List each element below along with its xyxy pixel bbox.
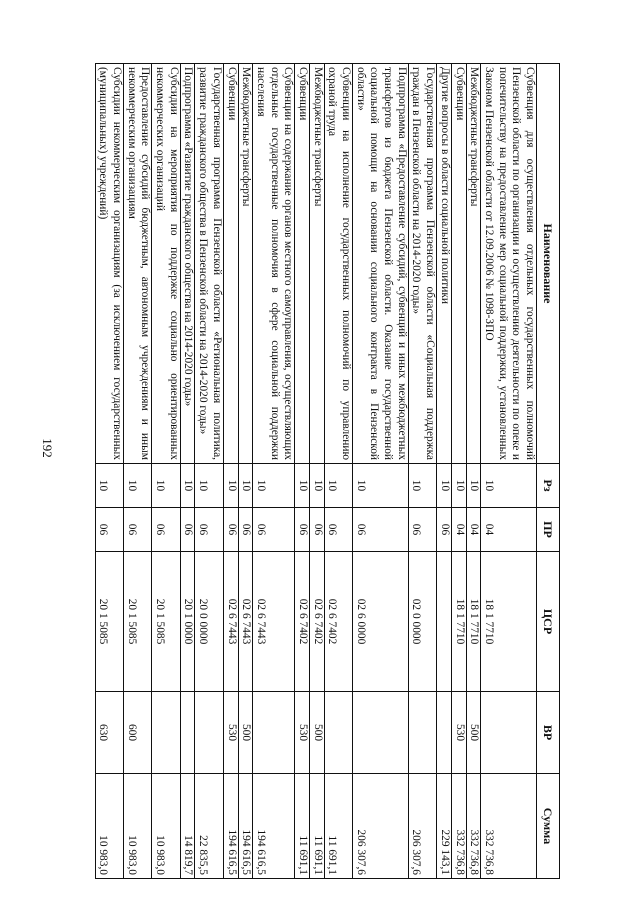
- cell-csr: 02 6 7443: [223, 552, 238, 692]
- cell-csr: 20 1 5085: [95, 552, 123, 692]
- cell-pr: 06: [223, 508, 238, 552]
- cell-pr: 06: [180, 508, 195, 552]
- table-row: [124, 64, 152, 879]
- cell-sum: 10 983,0: [152, 774, 180, 879]
- cell-vr: [253, 692, 295, 774]
- cell-sum: 206 307,6: [408, 774, 436, 879]
- cell-name: Субвенции на исполнение государственных полномочий по управлению охраной труда: [324, 64, 352, 464]
- cell-vr: 530: [223, 692, 238, 774]
- table-row: [481, 64, 537, 879]
- cell-rz: 10: [408, 464, 436, 508]
- header-sum: Сумма: [537, 774, 560, 879]
- cell-vr: [353, 692, 409, 774]
- cell-csr: 02 6 7402: [310, 552, 325, 692]
- header-rz: Рз: [537, 464, 560, 508]
- cell-name: Субвенция для осуществления отдельных государственных полномочий Пензенской области по организации и осуществлению деятельности по опеке и попечительству на предоставление мер социальной поддержки, установленных Законом Пензенской области от 12.09.2006 № 1098-ЗПО: [481, 64, 537, 464]
- cell-pr: 04: [466, 508, 481, 552]
- table-row: [223, 64, 238, 879]
- cell-name: Подпрограмма «Предоставление субсидий, субвенций и иных межбюджетных трансфертов из бюджета Пензенской области. Оказание государственной социальной помощи на основании социального контракта в Пензенской области»: [353, 64, 409, 464]
- table-body: [95, 64, 536, 879]
- cell-pr: 06: [95, 508, 123, 552]
- cell-pr: 06: [238, 508, 253, 552]
- cell-pr: 06: [295, 508, 310, 552]
- cell-rz: 10: [295, 464, 310, 508]
- table-row: [195, 64, 223, 879]
- cell-vr: [437, 692, 452, 774]
- cell-vr: 500: [238, 692, 253, 774]
- cell-vr: [152, 692, 180, 774]
- table-header-row: [537, 64, 560, 879]
- table-row: [180, 64, 195, 879]
- cell-sum: 194 616,5: [253, 774, 295, 879]
- cell-vr: [408, 692, 436, 774]
- cell-sum: 194 616,5: [238, 774, 253, 879]
- table-row: [152, 64, 180, 879]
- cell-csr: 18 1 7710: [466, 552, 481, 692]
- cell-sum: 10 983,0: [95, 774, 123, 879]
- cell-name: Подпрограмма «Развитие гражданского общества на 2014-2020 годы»: [180, 64, 195, 464]
- cell-sum: 229 143,1: [437, 774, 452, 879]
- cell-vr: 530: [295, 692, 310, 774]
- cell-vr: [481, 692, 537, 774]
- cell-csr: 02 6 7443: [238, 552, 253, 692]
- cell-sum: 14 819,7: [180, 774, 195, 879]
- cell-sum: 332 736,8: [466, 774, 481, 879]
- cell-name: Субвенции: [223, 64, 238, 464]
- cell-pr: 06: [353, 508, 409, 552]
- cell-pr: 04: [481, 508, 537, 552]
- cell-csr: 20 0 0000: [195, 552, 223, 692]
- table-row: [353, 64, 409, 879]
- cell-name: Другие вопросы в области социальной политики: [437, 64, 452, 464]
- table-row: [238, 64, 253, 879]
- cell-rz: 10: [195, 464, 223, 508]
- cell-rz: 10: [95, 464, 123, 508]
- cell-pr: 06: [195, 508, 223, 552]
- table-row: [408, 64, 436, 879]
- budget-table: [95, 63, 560, 879]
- cell-vr: [180, 692, 195, 774]
- cell-rz: 10: [481, 464, 537, 508]
- cell-name: Субвенции: [451, 64, 466, 464]
- cell-sum: 194 616,5: [223, 774, 238, 879]
- cell-pr: 06: [152, 508, 180, 552]
- cell-csr: 20 1 5085: [124, 552, 152, 692]
- cell-rz: 10: [152, 464, 180, 508]
- cell-csr: 02 6 7443: [253, 552, 295, 692]
- cell-vr: 500: [466, 692, 481, 774]
- cell-sum: 332 736,8: [451, 774, 466, 879]
- cell-rz: 10: [451, 464, 466, 508]
- table-row: [451, 64, 466, 879]
- cell-vr: 530: [451, 692, 466, 774]
- cell-rz: 10: [310, 464, 325, 508]
- cell-rz: 10: [124, 464, 152, 508]
- cell-name: Предоставление субсидий бюджетным, автономным учреждениям и иным некоммерческим организациям: [124, 64, 152, 464]
- cell-sum: 11 691,1: [324, 774, 352, 879]
- cell-rz: 10: [223, 464, 238, 508]
- cell-csr: [437, 552, 452, 692]
- cell-rz: 10: [466, 464, 481, 508]
- table-row: [466, 64, 481, 879]
- cell-rz: 10: [437, 464, 452, 508]
- header-vr: ВР: [537, 692, 560, 774]
- cell-pr: 04: [451, 508, 466, 552]
- cell-sum: 206 307,6: [353, 774, 409, 879]
- cell-csr: 02 6 7402: [324, 552, 352, 692]
- cell-sum: 11 691,1: [295, 774, 310, 879]
- cell-csr: 02 0 0000: [408, 552, 436, 692]
- cell-rz: 10: [180, 464, 195, 508]
- cell-vr: 500: [310, 692, 325, 774]
- cell-name: Межбюджетные трансферты: [466, 64, 481, 464]
- cell-pr: 06: [253, 508, 295, 552]
- cell-pr: 06: [408, 508, 436, 552]
- header-pr: ПР: [537, 508, 560, 552]
- cell-vr: 600: [124, 692, 152, 774]
- cell-name: Межбюджетные трансферты: [310, 64, 325, 464]
- header-name: Наименование: [537, 64, 560, 464]
- cell-name: Субсидии на мероприятия по поддержке социально ориентированных некоммерческих организаций: [152, 64, 180, 464]
- cell-rz: 10: [253, 464, 295, 508]
- table-row: [437, 64, 452, 879]
- page-number: 192: [40, 438, 55, 458]
- cell-rz: 10: [353, 464, 409, 508]
- cell-vr: 630: [95, 692, 123, 774]
- cell-name: Межбюджетные трансферты: [238, 64, 253, 464]
- cell-csr: 18 1 7710: [451, 552, 466, 692]
- cell-pr: 06: [310, 508, 325, 552]
- cell-csr: 02 6 7402: [295, 552, 310, 692]
- table-row: [324, 64, 352, 879]
- cell-pr: 06: [124, 508, 152, 552]
- header-csr: ЦСР: [537, 552, 560, 692]
- cell-sum: 10 983,0: [124, 774, 152, 879]
- cell-name: Субвенции на содержание органов местного самоуправления, осуществляющих отдельные государственные полномочия в сфере социальной поддержки населения: [253, 64, 295, 464]
- cell-pr: 06: [437, 508, 452, 552]
- cell-sum: 11 691,1: [310, 774, 325, 879]
- cell-sum: 22 835,5: [195, 774, 223, 879]
- cell-csr: 02 6 0000: [353, 552, 409, 692]
- cell-pr: 06: [324, 508, 352, 552]
- rotated-page: [80, 63, 560, 878]
- table-row: [295, 64, 310, 879]
- cell-sum: 332 736,8: [481, 774, 537, 879]
- cell-name: Государственная программа Пензенской области «Региональная политика, развитие гражданского общества в Пензенской области на 2014-2020 годы»: [195, 64, 223, 464]
- cell-csr: 20 1 0000: [180, 552, 195, 692]
- cell-name: Государственная программа Пензенской области «Социальная поддержка граждан в Пензенской области на 2014-2020 годы»: [408, 64, 436, 464]
- cell-csr: 18 1 7710: [481, 552, 537, 692]
- table-row: [253, 64, 295, 879]
- cell-rz: 10: [238, 464, 253, 508]
- cell-csr: 20 1 5085: [152, 552, 180, 692]
- cell-rz: 10: [324, 464, 352, 508]
- cell-vr: [195, 692, 223, 774]
- cell-name: Субсидии некоммерческим организациям (за исключением государственных (муниципальных) учреждений): [95, 64, 123, 464]
- table-row: [95, 64, 123, 879]
- cell-vr: [324, 692, 352, 774]
- cell-name: Субвенции: [295, 64, 310, 464]
- table-row: [310, 64, 325, 879]
